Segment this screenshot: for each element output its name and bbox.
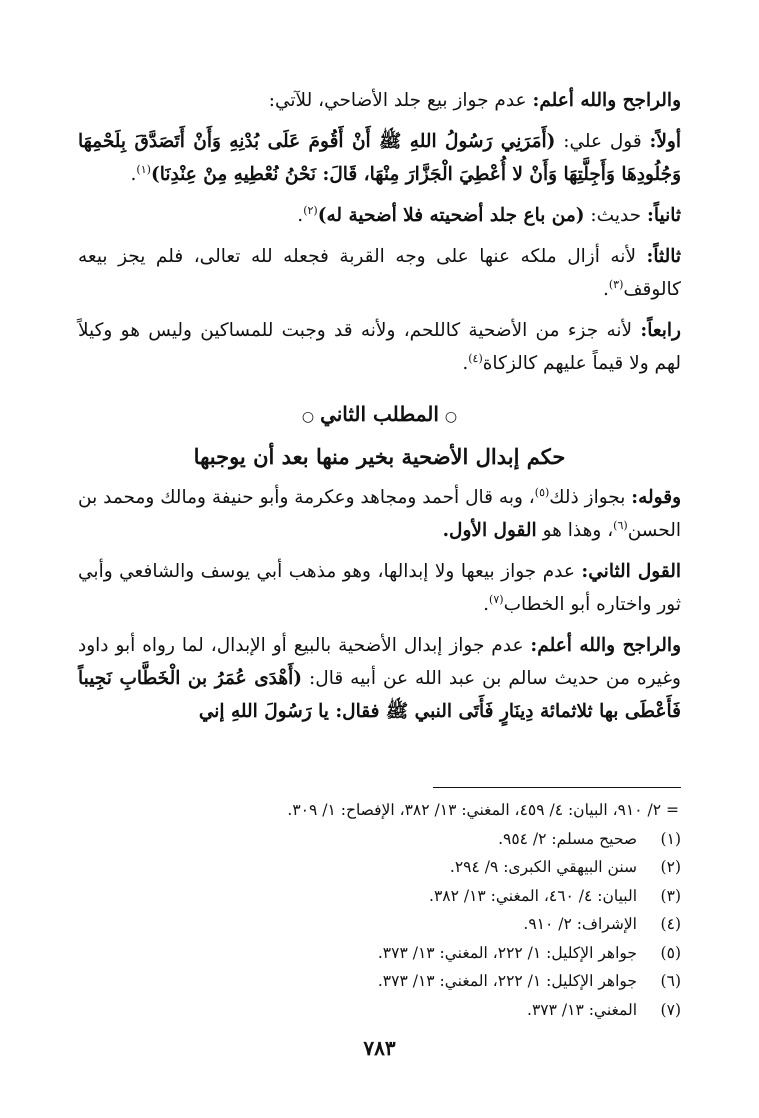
text: قول علي: [555,131,650,152]
lead: والراجح والله أعلم: [532,90,681,111]
text: لأنه أزال ملكه عنها على وجه القربة فجعله لله تعالى، فلم يجز بيعه كالوقف [78,246,681,300]
footnote [78,910,681,939]
footnote-text: الإشراف: ٢/ ٩١٠. [523,915,637,933]
page-number: ٧٨٣ [363,1036,396,1060]
footnote-text: المغني: ١٣/ ٣٧٣. [527,1000,637,1019]
footnote-text: البيان: ٤/ ٤٦٠، المغني: ١٣/ ٣٨٢. [429,886,637,905]
text: عدم جواز إبدال الأضحية بالبيع أو الإبدال، لما رواه أبو داود وغيره من حديث سالم بن عبد الله عن أبيه قال: [78,635,681,689]
text: ، وهذا هو [536,520,614,541]
lead: ثانياً: [647,205,681,226]
footnote-ref: (٣) [608,277,624,291]
tail: . [462,353,469,374]
footnote-number: (٢) [660,858,681,876]
paragraph-conclusion-2 [78,629,681,728]
hadith-quote: (أَهْدَى عُمَرُ بن الْخَطَّابِ نَجِيباً فَأَعْطَى بها ثلاثمائة دِينَارٍ فَأَتَى النبي ﷺ فقال: يا رَسُولَ اللهِ إني [78,668,681,722]
footnote [78,939,681,968]
footnote-number: (٥) [660,943,681,962]
footnote-ref: (٦) [613,518,628,532]
footnote-text: جواهر الإكليل: ١/ ٢٢٢، المغني: ١٣/ ٣٧٣. [377,972,637,990]
section-title-text: المطلب الثاني [320,402,439,426]
tail: . [483,594,490,615]
footnotes [78,796,681,1024]
footnote-number: (٦) [660,972,681,990]
bold-tail: القول الأول. [442,520,537,541]
main-text [78,84,681,728]
text: عدم جواز بيعها ولا إبدالها، وهو مذهب أبي يوسف والشافعي وأبي ثور واختاره أبو الخطاب [78,561,681,615]
footnote-number: (٧) [660,1000,681,1019]
lead: والراجح والله أعلم: [530,635,682,656]
tail: . [602,279,609,300]
footnote [78,853,681,882]
footnote [78,882,681,911]
text: حديث: [584,205,648,226]
footnote-text: صحيح مسلم: ٢/ ٩٥٤. [498,829,637,848]
paragraph-saying [78,481,681,547]
footnote [78,825,681,854]
footnote-number: (٤) [660,915,681,933]
footnote-text: سنن البيهقي الكبرى: ٩/ ٢٩٤. [449,858,637,876]
hadith-quote: (أَمَرَنِي رَسُولُ اللهِ ﷺ أَنْ أَقُومَ عَلَى بُدْنِهِ وَأَنْ أَتَصَدَّقَ بِلَحْمِهَا وَجُلُودِهَا وَأَجِلَّتِهَا وَأَنْ لا أُعْطِيَ الْجَزَّارَ مِنْهَا، قَالَ: نَحْنُ نُعْطِيهِ مِنْ عِنْدِنَا) [78,131,681,185]
paragraph-fourth [78,314,681,380]
lead: القول الثاني: [581,561,681,582]
ring-ornament-icon: ○ [301,409,315,425]
footnote-ref: (١) [136,162,151,176]
tail: . [297,205,304,226]
footnote [78,996,681,1025]
footnote-ref: (٤) [468,351,483,365]
text: ، وبه قال أحمد ومجاهد وعكرمة وأبو حنيفة ومالك ومحمد بن الحسن [78,487,681,541]
paragraph-conclusion [78,84,681,117]
lead: ثالثاً: [646,246,681,267]
text: لأنه جزء من الأضحية كاللحم، ولأنه قد وجبت للمساكين وليس هو وكيلاً لهم ولا قيماً عليهم كالزكاة [78,320,681,374]
paragraph-third [78,240,681,306]
section-heading: حكم إبدال الأضحية بخير منها بعد أن يوجبها [193,444,566,469]
footnote-divider [433,787,681,788]
lead: وقوله: [631,487,681,508]
lead: أولاً: [649,131,681,152]
footnote [78,967,681,996]
footnote-continuation: = ٢/ ٩١٠، البيان: ٤/ ٤٥٩، المغني: ١٣/ ٣٨٢، الإفصاح: ١/ ٣٠٩. [287,801,679,819]
footnote-number: (١) [660,829,681,848]
paragraph-second [78,199,681,232]
text: عدم جواز بيع جلد الأضاحي، للآتي: [268,90,533,111]
footnote-ref: (٢) [303,203,318,217]
footnote-ref: (٧) [489,592,504,606]
tail: . [130,164,137,185]
ring-ornament-icon: ○ [444,409,458,425]
footnote-text: جواهر الإكليل: ١/ ٢٢٢، المغني: ١٣/ ٣٧٣. [377,943,637,962]
text: بجواز ذلك [549,487,632,508]
paragraph-second-opinion [78,555,681,621]
hadith-quote: (من باع جلد أضحيته فلا أضحية له) [317,205,585,226]
section-title [78,398,681,434]
footnote-number: (٣) [660,886,681,905]
lead: رابعاً: [640,320,681,341]
footnote-ref: (٥) [534,485,550,499]
paragraph-first [78,125,681,191]
